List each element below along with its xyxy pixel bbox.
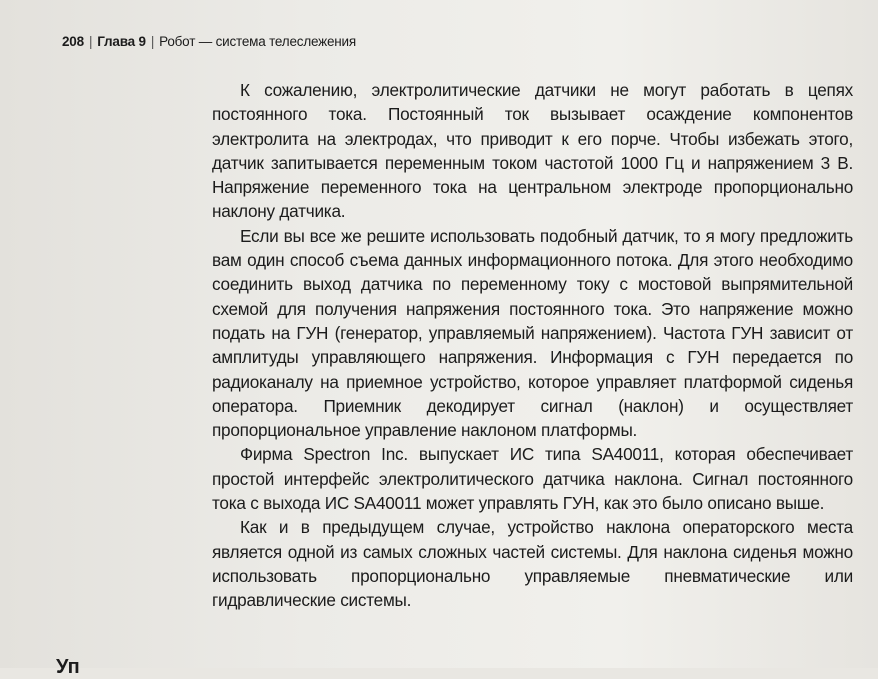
page-number: 208 [62,34,84,49]
body-text [212,78,853,613]
section-heading-cutoff: Уп [56,656,80,678]
paragraph-1: К сожалению, электролитические датчики не могут работать в цепях постоянного тока. Постоянный ток вызывает осаждение компонентов электролита на электродах, что приводит к его порче. Чтобы избежать этого, датчик запитывается переменным током частотой 1000 Гц и напряжением 3 В. Напряжение переменного тока на центральном электроде пропорционально наклону датчика. [212,80,853,222]
header-separator: | [88,34,93,49]
bleed-through-text [70,84,76,107]
paragraph-2: Если вы все же решите использовать подобный датчик, то я могу предложить вам один способ съема данных информационного потока. Для этого необходимо соединить выход датчика по переменному току с мостовой выпрямительной схемой для получения напряжения постоянного тока. Это напряжение можно подать на ГУН (генератор, управляемый напряжением). Частота ГУН зависит от амплитуды управляющего напряжения. Информация с ГУН передается по радиоканалу на приемное устройство, которое управляет платформой сиденья оператора. Приемник декодирует сигнал (наклон) и осуществляет пропорциональное управление наклоном платформы. [212,225,853,441]
running-header [62,34,356,49]
chapter-title: Робот — система телеслежения [159,34,356,49]
paragraph-4: Как и в предыдущем случае, устройство наклона операторского места является одной из самых сложных частей системы. Для наклона сиденья можно использовать пропорционально управляемые пневматические или гидравлические системы. [212,517,853,611]
paragraph-3: Фирма Spectron Inc. выпускает ИС типа SA40011, которая обеспечивает простой интерфейс электролитического датчика наклона. Сигнал постоянного тока с выхода ИС SA40011 может управлять ГУН, как это было описано выше. [212,444,853,514]
chapter-label: Глава 9 [97,34,146,49]
header-separator: | [150,34,155,49]
